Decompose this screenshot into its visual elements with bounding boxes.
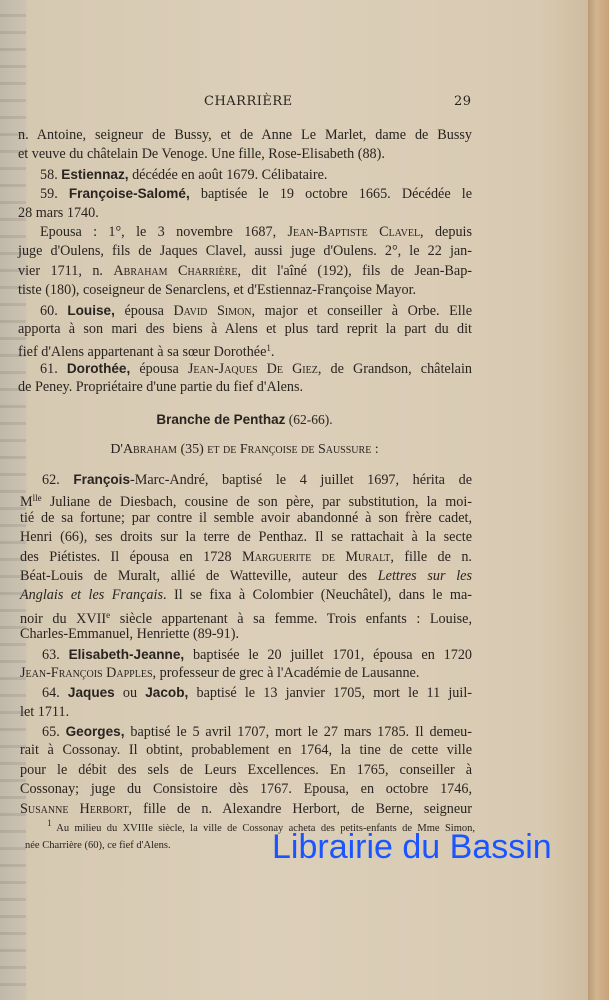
text-segment: 62. [42,472,74,488]
text-line [20,625,472,644]
text-segment: lle [32,493,42,504]
text-line [20,586,472,605]
text-segment: major et conseiller à Orbe. Elle [255,302,472,319]
footnote-line-2: née Charrière (60), ce fief d'Alens. [25,840,171,851]
branch-heading-title: Branche de Penthaz [156,412,286,427]
text-segment: baptisé le 5 avril 1707, mort le 27 mars 1785. Il demeu- [124,724,472,741]
text-segment: de Grandson, châtelain [321,360,472,377]
text-line [20,528,472,547]
text-segment: noir du XVII [20,610,107,627]
text-segment: Henri (66), ses droits sur la terre de Penthaz. Il se rattachait à la secte [20,529,472,546]
entry-name: Jacob, [145,685,189,701]
text-segment: vier 1711, n. [18,262,114,279]
text-line [20,509,472,528]
branch-heading [0,412,609,428]
text-segment: . Il se fixa à Colombier (Neuchâtel), dans le ma- [162,587,472,604]
entry-name: Louise, [67,302,115,318]
text-segment: tiste (180), coseigneur de Senarclens, et d'Estiennaz-Françoise Mayor. [18,282,417,299]
text-line [18,301,472,320]
text-line [18,359,472,378]
text-segment: M [20,494,33,511]
text-segment: rait à Cossonay. Il obtint, probablement en 1764, la tine de cette ville [20,742,472,759]
text-segment: -Marc-André, baptisé le 4 juillet 1697, hérita de [130,472,472,488]
text-line [20,645,472,664]
footnote-marker: 1 [47,818,52,828]
entry-name: Elisabeth-Jeanne, [68,646,185,662]
text-segment: baptisée le 20 juillet 1701, épousa en 1720 [184,646,473,663]
text-line [18,145,472,164]
text-line [18,165,472,184]
text-segment: des Piétistes. Il épousa en 1728 [20,548,242,565]
text-segment: pour le débit des sels de Leurs Excellences. En 1765, conseiller à [20,761,472,778]
text-segment: décédée en août 1679. Célibataire. [128,166,328,183]
text-line [18,223,472,242]
text-segment: siècle appartenant à sa femme. Trois enfants : Louise, [110,610,472,627]
text-segment: dit l'aîné (192), fils de Jean-Bap- [241,262,473,279]
text-line [20,683,472,702]
text-segment: Juliane de Diesbach, cousine de son père, par substitution, la moi- [41,494,472,511]
text-segment: et veuve du châtelain De Venoge. Une fille, Rose-Elisabeth (88). [18,146,385,163]
text-segment: de Peney. Propriétaire d'une partie du fief d'Alens. [18,379,304,396]
person-name: Jean-Baptiste Clavel, [287,223,424,240]
text-line [20,664,472,683]
text-line [20,606,472,625]
text-segment: 60. [40,302,68,319]
text-line [18,262,472,281]
entry-name: Dorothée, [66,360,131,376]
text-line [18,281,472,300]
text-segment: professeur de grec à l'Académie de Lausanne. [156,664,420,681]
body-text-section-1 [18,126,472,397]
text-line [20,703,472,722]
text-line [20,470,472,489]
text-segment: Cossonay; juge du Consistoire dès 1767. Epousa, en octobre 1746, [20,781,472,798]
text-line [20,489,472,511]
running-title: CHARRIÈRE [204,94,293,109]
text-segment: Anglais et les Français [20,587,163,604]
entry-name: Estiennaz, [61,166,129,182]
text-segment: 61. [40,360,67,377]
text-segment: Charles-Emmanuel, Henriette (89-91). [20,626,240,643]
text-segment: fille de n. [393,548,472,565]
footnote-line-1: Au milieu du XVIIIe siècle, la ville de Cossonay acheta des petits-enfants de Mme Simon, [51,823,475,834]
text-segment: Béat-Louis de Muralt, allié de Watteville, auteur des [20,567,378,584]
entry-name: Georges, [65,724,125,740]
body-text-section-2 [20,470,472,819]
text-segment: 1 [266,343,271,354]
page-edge [588,0,609,1000]
text-line [18,378,472,397]
entry-name: Françoise-Salomé, [68,186,190,202]
person-name: Jean-François Dapples, [20,664,157,681]
person-name: David Simon, [173,302,256,319]
text-line [18,339,472,361]
text-segment: fille de n. Alexandre Herbort, de Berne, seigneur [132,800,472,817]
text-segment: 65. [42,724,66,741]
person-name: Jean-Jaques De Giez, [187,360,322,377]
text-segment: 28 mars 1740. [18,204,99,221]
text-segment: 64. [42,685,68,702]
text-line [20,741,472,760]
text-line [18,126,472,145]
text-line [20,761,472,780]
entry-name: François [73,472,131,487]
text-segment: apporta à son mari des biens à Alens et plus tard reprit la part du dit [18,320,472,337]
text-segment: épousa [114,302,174,319]
text-line [18,242,472,261]
text-segment: e [106,609,111,620]
text-segment: 63. [42,646,69,663]
text-segment: 59. [40,186,69,203]
text-segment: depuis [423,223,473,240]
page-number: 29 [454,94,472,109]
text-line [20,548,472,567]
text-segment: n. Antoine, seigneur de Bussy, et de Anne Le Marlet, dame de Bussy [18,127,472,143]
text-segment: Lettres sur les [377,567,473,584]
text-line [18,320,472,339]
text-segment: ou [114,685,146,702]
text-segment: . [270,344,275,361]
text-segment: fief d'Alens appartenant à sa sœur Dorothée [18,344,267,361]
text-segment: épousa [130,360,188,377]
text-segment: 58. [40,166,62,183]
text-segment: juge d'Oulens, fils de Jaques Clavel, aussi juge d'Oulens. 2°, le 22 jan- [18,243,472,260]
text-segment: baptisé le 13 janvier 1705, mort le 11 juil- [188,685,472,702]
branch-heading-range: (62-66). [288,412,333,427]
text-segment: baptisée le 19 octobre 1665. Décédée le [189,186,473,203]
branch-subheading: D'Abraham (35) et de Françoise de Saussure : [110,442,379,457]
text-line [20,780,472,799]
text-line [20,567,472,586]
text-line [18,204,472,223]
text-segment: Epousa : 1°, le 3 novembre 1687, [40,223,288,240]
person-name: Marguerite de Muralt, [241,548,394,565]
person-name: Susanne Herbort, [20,800,133,817]
entry-name: Jaques [67,685,115,701]
text-line [20,722,472,741]
watermark: Librairie du Bassin [272,828,552,866]
text-segment: let 1711. [20,703,70,720]
text-segment: tié de sa fortune; par contre il semble avoir abandonné à son frère cadet, [20,509,472,526]
text-line [18,184,472,203]
person-name: Abraham Charrière, [113,262,241,279]
